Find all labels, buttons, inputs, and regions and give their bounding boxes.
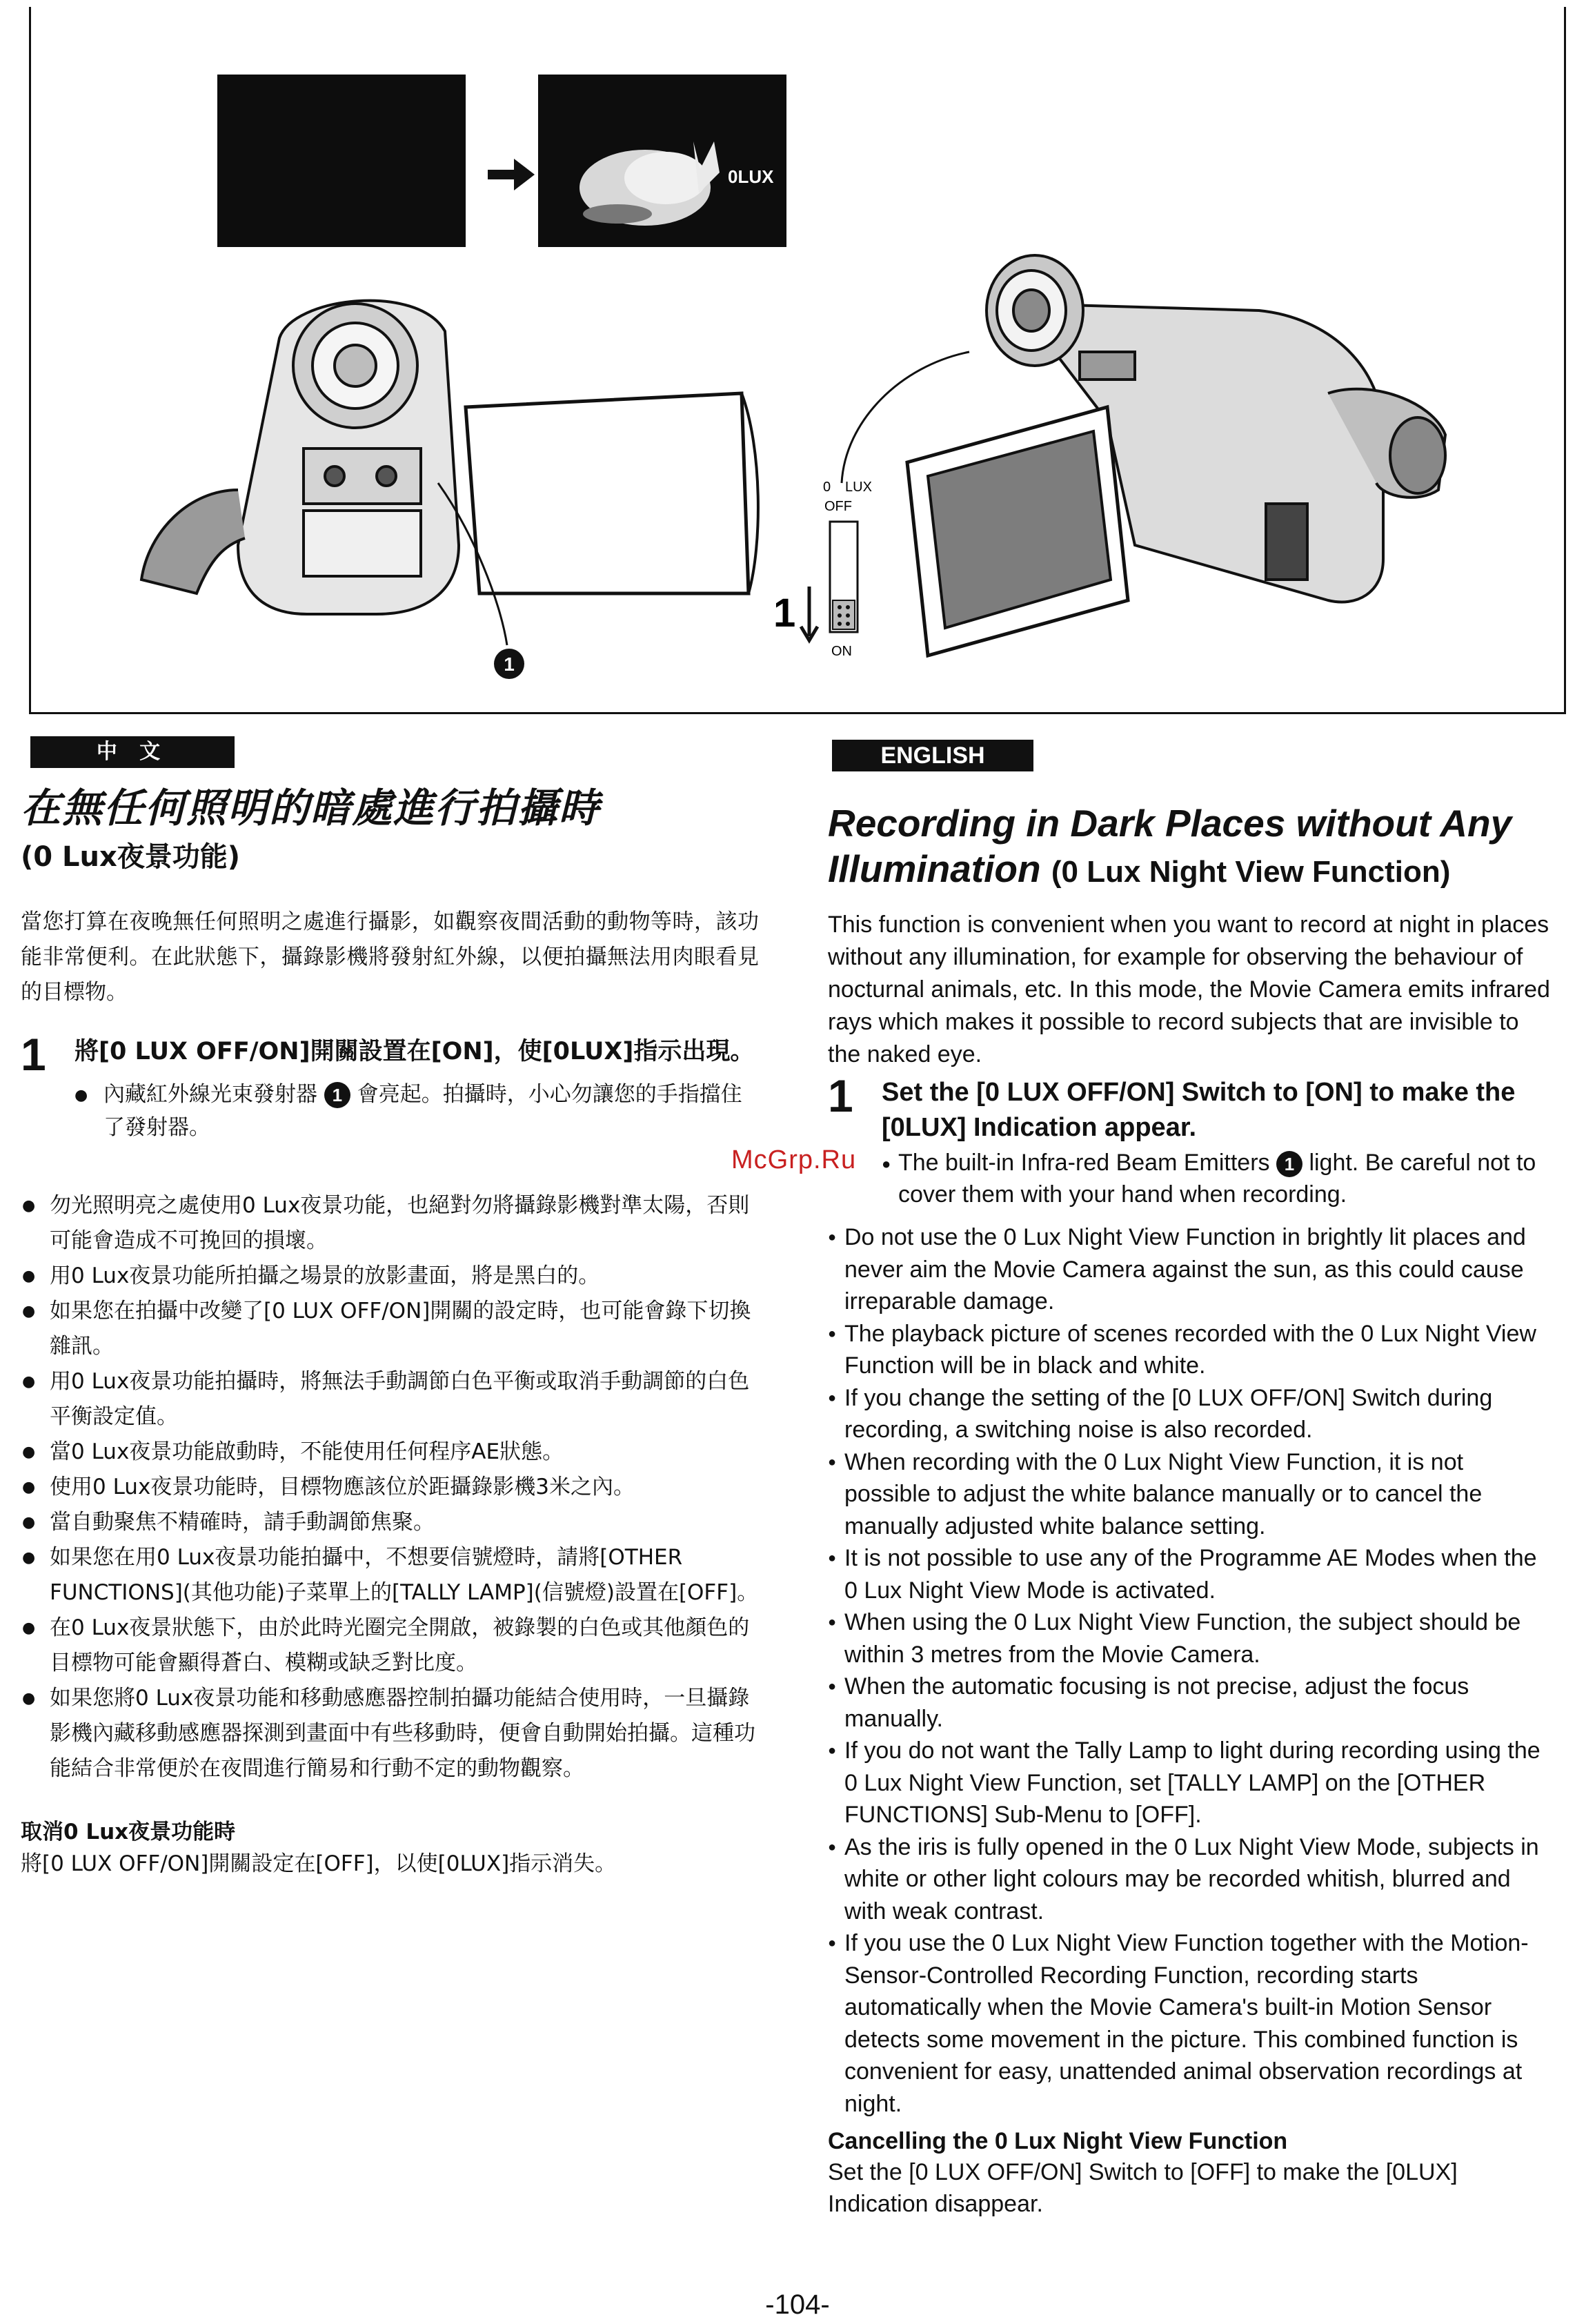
svg-text:LUX: LUX: [845, 480, 872, 495]
list-item: ● When the automatic focusing is not precise, adjust the focus manually.: [828, 1671, 1556, 1735]
callout-marker: [494, 649, 524, 679]
list-item: ● 使用0 Lux夜景功能時，目標物應該位於距攝錄影機3米之內。: [21, 1470, 759, 1505]
chinese-cancel-body: 將[0 LUX OFF/ON]開關設定在[OFF]，以使[0LUX]指示消失。: [21, 1851, 617, 1876]
down-arrow-icon: [801, 587, 818, 640]
list-item: ● 當自動聚焦不精確時，請手動調節焦聚。: [21, 1505, 759, 1540]
list-item: ● 用0 Lux夜景功能所拍攝之場景的放影畫面，將是黑白的。: [21, 1259, 759, 1294]
chinese-step-1: [21, 1028, 759, 1144]
camera-illustration: [31, 7, 1568, 714]
chinese-title: 在無任何照明的暗處進行拍攝時: [21, 785, 601, 831]
lux-switch-diagram: [773, 480, 872, 659]
transition-arrow-icon: [488, 159, 535, 190]
illustration-panel: [29, 7, 1566, 714]
chinese-cancel-heading: 取消0 Lux夜景功能時: [21, 1819, 236, 1844]
list-item: ● 勿光照明亮之處使用0 Lux夜景功能，也絕對勿將攝錄影機對準太陽，否則可能會造成不可挽回的損壞。: [21, 1188, 759, 1259]
page-number: -104-: [765, 2289, 830, 2320]
english-step-text: Set the [0 LUX OFF/ON] Switch to [ON] to make the [0LUX] Indication appear.: [882, 1078, 1516, 1142]
list-item: ● 當0 Lux夜景功能啟動時，不能使用任何程序AE狀態。: [21, 1435, 759, 1470]
zero-lux-indicator: 0LUX: [728, 166, 774, 187]
camera-side-view: [907, 255, 1445, 656]
english-section-tag: ENGLISH: [832, 740, 1033, 771]
english-step-1: [828, 1070, 1556, 1210]
chinese-column: [21, 787, 759, 1880]
list-item: ● If you do not want the Tally Lamp to light during recording using the 0 Lux Night View Function, set [TALLY LAMP] on the [OTHER FUNCTIONS] Sub-Menu to [OFF].: [828, 1735, 1556, 1831]
english-column: [828, 800, 1556, 2220]
camera-front-view: [141, 301, 758, 614]
list-item: ● When recording with the 0 Lux Night View Function, it is not possible to adjust the white balance manually or to cancel the manually adjusted white balance setting.: [828, 1446, 1556, 1543]
list-item: ● If you use the 0 Lux Night View Function together with the Motion-Sensor-Controlled Recording Function, recording starts automatically when the Movie Camera's built-in Motion Sensor detects some movement in the picture. This combined function is convenient for easy, unattended animal observation recordings at night.: [828, 1927, 1556, 2120]
svg-text:ON: ON: [831, 644, 852, 659]
list-item: ● 如果您在拍攝中改變了[0 LUX OFF/ON]開關的設定時，也可能會錄下切換雜訊。: [21, 1294, 759, 1364]
watermark: McGrp.Ru: [731, 1145, 857, 1174]
svg-text:0: 0: [823, 480, 831, 495]
list-item: ● Do not use the 0 Lux Night View Function in brightly lit places and never aim the Movie Camera against the sun, as this could cause irreparable damage.: [828, 1221, 1556, 1318]
dark-screen-before: [217, 75, 466, 247]
list-item: ● 用0 Lux夜景功能拍攝時，將無法手動調節白色平衡或取消手動調節的白色平衡設定值。: [21, 1364, 759, 1435]
english-step-note: ● The built-in Infra-red Beam Emitters 1 light. Be careful not to cover them with your hand when recording.: [882, 1147, 1556, 1210]
english-title: Recording in Dark Places without Any Illumination (0 Lux Night View Function): [828, 802, 1512, 890]
english-cancel-body: Set the [0 LUX OFF/ON] Switch to [OFF] to make the [0LUX] Indication disappear.: [828, 2159, 1458, 2217]
emitter-marker-icon: 1: [324, 1082, 350, 1108]
chinese-step-note: ● 內藏紅外線光束發射器 1 會亮起。拍攝時，小心勿讓您的手指擋住了發射器。: [75, 1078, 759, 1144]
list-item: ● 在0 Lux夜景狀態下，由於此時光圈完全開啟，被錄製的白色或其他顏色的目標物可能會顯得蒼白、模糊或缺乏對比度。: [21, 1611, 759, 1681]
english-notes-list: [828, 1221, 1556, 2120]
step-marker: 1: [773, 591, 796, 636]
emitter-marker-icon: 1: [1276, 1151, 1302, 1177]
list-item: ● If you change the setting of the [0 LUX OFF/ON] Switch during recording, a switching noise is also recorded.: [828, 1382, 1556, 1446]
chinese-intro: 當您打算在夜晚無任何照明之處進行攝影，如觀察夜間活動的動物等時，該功能非常便利。在此狀態下，攝錄影機將發射紅外線，以便拍攝無法用肉眼看見的目標物。: [21, 909, 759, 1005]
step-number: 1: [21, 1028, 46, 1080]
night-view-screen-after: [538, 75, 786, 247]
svg-text:OFF: OFF: [824, 499, 852, 514]
list-item: ● The playback picture of scenes recorded with the 0 Lux Night View Function will be in black and white.: [828, 1318, 1556, 1382]
list-item: ● As the iris is fully opened in the 0 Lux Night View Mode, subjects in white or other light colours may be recorded whitish, blurred and with weak contrast.: [828, 1831, 1556, 1928]
chinese-step-text: 將[0 LUX OFF/ON]開關設置在[ON]，使[0LUX]指示出現。: [75, 1037, 755, 1065]
list-item: ● It is not possible to use any of the Programme AE Modes when the 0 Lux Night View Mode is activated.: [828, 1542, 1556, 1606]
english-intro: This function is convenient when you want to record at night in places without any illumination, for example for observing the behaviour of nocturnal animals, etc. In this mode, the Movie Camera emits infrared rays which makes it possible to record subjects that are invisible to the naked eye.: [828, 912, 1550, 1067]
list-item: ● When using the 0 Lux Night View Function, the subject should be within 3 metres from the Movie Camera.: [828, 1606, 1556, 1671]
list-item: ● 如果您在用0 Lux夜景功能拍攝中，不想要信號燈時，請將[OTHER FUNCTIONS](其他功能)子菜單上的[TALLY LAMP](信號燈)設置在[OFF]。: [21, 1540, 759, 1611]
english-cancel-heading: Cancelling the 0 Lux Night View Function: [828, 2128, 1288, 2154]
list-item: ● 如果您將0 Lux夜景功能和移動感應器控制拍攝功能結合使用時，一旦攝錄影機內藏移動感應器探測到畫面中有些移動時，便會自動開始拍攝。這種功能結合非常便於在夜間進行簡易和行動不定的動物觀察。: [21, 1681, 759, 1786]
svg-text:1: 1: [504, 653, 515, 675]
english-title-suffix: (0 Lux Night View Function): [1051, 855, 1451, 889]
chinese-notes-list: [21, 1188, 759, 1786]
step-number: 1: [828, 1070, 853, 1121]
chinese-section-tag: 中 文: [30, 736, 235, 768]
chinese-subtitle: (0 Lux夜景功能): [21, 840, 241, 873]
